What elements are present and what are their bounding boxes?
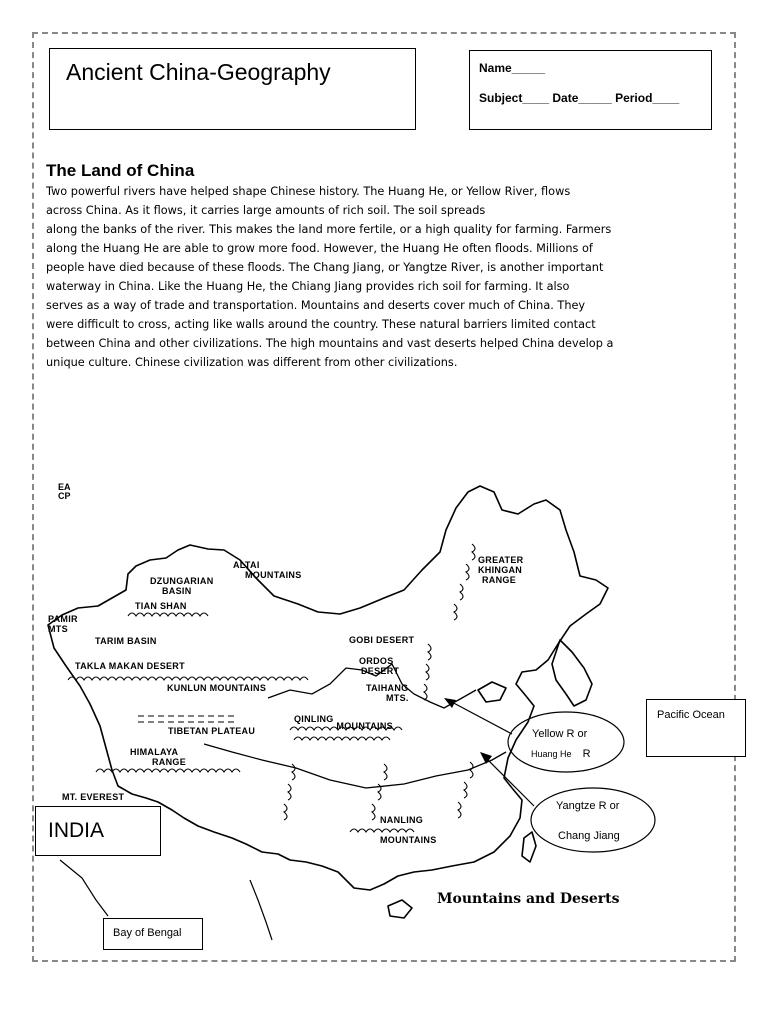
section-heading: The Land of China	[46, 161, 195, 180]
passage-line: between China and other civilizations. The high mountains and vast deserts helped China develop a	[46, 337, 614, 350]
yellow-river-label-1: Yellow R or	[532, 728, 588, 740]
label-dzungarian: DZUNGARIAN BASIN	[150, 576, 214, 596]
passage-line: along the Huang He are able to grow more food. However, the Huang He often floods. Millions of	[46, 242, 593, 255]
label-khingan: GREATER KHINGAN RANGE	[478, 555, 524, 585]
passage-line: Two powerful rivers have helped shape Chinese history. The Huang He, or Yellow River, flows	[46, 185, 571, 198]
myanmar-coast	[250, 880, 272, 940]
passage-line: serves as a way of trade and transportation. Mountains and deserts cover much of China. They	[46, 299, 586, 312]
yangtze-river-label-1: Yangtze R or	[556, 800, 620, 812]
name-field[interactable]: Name_____	[479, 61, 546, 75]
worksheet-title: Ancient China-Geography	[66, 59, 331, 85]
label-ordos: ORDOS DESERT	[359, 656, 400, 676]
yangtze-river-label-2: Chang Jiang	[558, 830, 620, 842]
tian-shan-range	[128, 613, 208, 616]
southwest-range	[284, 764, 387, 820]
label-taihang: TAIHANG MTS.	[366, 683, 409, 703]
india-label: INDIA	[48, 819, 105, 842]
pacific-ocean-label: Pacific Ocean	[657, 709, 725, 721]
kunlun-range	[68, 677, 308, 680]
label-qinling: QINLING MOUNTAINS	[294, 714, 393, 731]
tibetan-plateau-dashes	[138, 716, 238, 722]
yellow-river-label-2: Huang He R	[531, 748, 591, 760]
passage-line: waterway in China. Like the Huang He, the Chiang Jiang provides rich soil for farming. It also	[46, 280, 570, 293]
shandong-coast	[478, 682, 506, 702]
subject-date-period-field[interactable]: Subject____ Date_____ Period____	[479, 91, 680, 105]
label-everest: MT. EVEREST	[62, 792, 125, 802]
korea-coast	[552, 640, 592, 706]
yellow-river-oval	[508, 712, 624, 772]
india-box	[35, 806, 161, 856]
hainan-island	[388, 900, 412, 918]
label-tarim: TARIM BASIN	[95, 636, 157, 646]
yangtze-river-oval	[531, 788, 655, 852]
taiwan-island	[522, 832, 536, 862]
bay-of-bengal-label: Bay of Bengal	[113, 927, 182, 939]
passage-line: were difficult to cross, acting like walls around the country. These natural barriers limited contact	[46, 318, 596, 331]
label-altai: ALTAI MOUNTAINS	[233, 560, 302, 580]
label-pamir: PAMIR MTS	[48, 614, 78, 634]
label-nanling: NANLING MOUNTAINS	[380, 815, 437, 845]
taihang-range	[424, 644, 431, 700]
khingan-range	[454, 544, 475, 620]
bay-of-bengal-box	[103, 918, 203, 950]
label-tibetan: TIBETAN PLATEAU	[168, 726, 256, 736]
label-tian-shan: TIAN SHAN	[135, 601, 187, 611]
label-kunlun: KUNLUN MOUNTAINS	[167, 683, 267, 693]
map-title: Mountains and Deserts	[437, 891, 620, 907]
india-coast	[60, 860, 108, 916]
himalaya-range	[96, 769, 240, 772]
label-gobi: GOBI DESERT	[349, 635, 415, 645]
yangtze-river	[204, 744, 506, 788]
passage-line: along the banks of the river. This makes the land more fertile, or a high quality for farming. Farmers	[46, 223, 612, 236]
label-himalaya: HIMALAYA RANGE	[130, 747, 187, 767]
pacific-ocean-box	[646, 699, 746, 757]
passage-line: unique culture. Chinese civilization was different from other civilizations.	[46, 356, 458, 369]
passage-line: across China. As it flows, it carries large amounts of rich soil. The soil spreads	[46, 204, 486, 217]
label-takla: TAKLA MAKAN DESERT	[75, 661, 185, 671]
passage-line: people have died because of these floods. The Chang Jiang, or Yangtze River, is another important	[46, 261, 604, 274]
publisher-logo: EA CP	[58, 482, 71, 501]
yellow-river-arrow	[448, 700, 512, 734]
